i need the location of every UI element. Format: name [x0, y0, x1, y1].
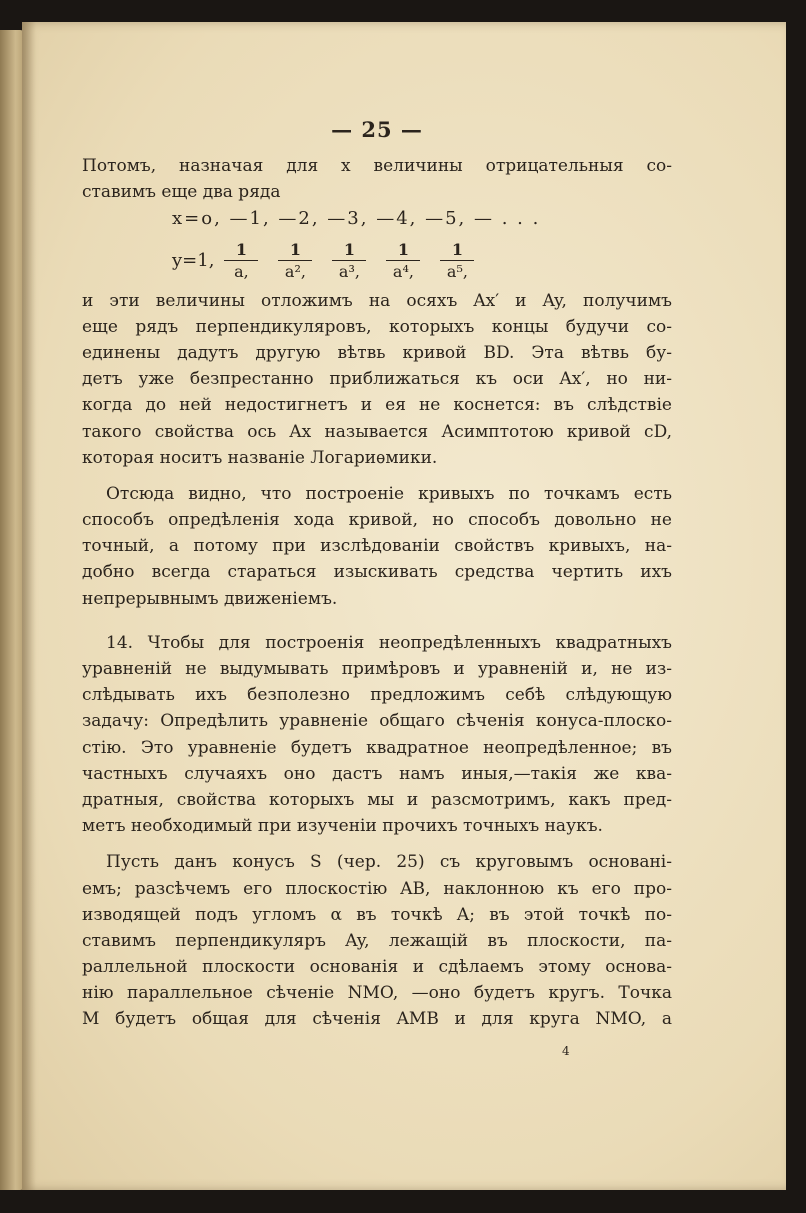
fraction-numerator: 1 — [289, 240, 301, 260]
equation-y-lead: y=1, — [172, 250, 215, 272]
page-number: — 25 — — [331, 117, 423, 142]
text-line: 14. Чтобы для построенія неопредѣленныхъ квадратныхъ — [106, 632, 672, 653]
fraction-denominator: a⁵, — [446, 262, 468, 282]
text-line: ставимъ еще два ряда — [82, 182, 281, 203]
fraction-numerator: 1 — [397, 240, 409, 260]
fraction — [332, 240, 366, 283]
text-line: M будетъ общая для сѣченія AMB и для круга NMO, а — [82, 1009, 672, 1030]
text-line: задачу: Опредѣлить уравненіе общаго сѣченія конуса-плоско- — [82, 711, 672, 732]
text-line: когда до ней недостигнетъ и ея не коснется: въ слѣдствіе — [82, 395, 672, 416]
page-content — [82, 117, 672, 1033]
text-line: и эти величины отложимъ на осяхъ Ax′ и Ay, получимъ — [82, 290, 672, 311]
text-line: Отсюда видно, что построеніе кривыхъ по точкамъ есть — [106, 483, 672, 504]
text-line: ставимъ перпендикуляръ Ay, лежащій въ плоскости, па- — [82, 930, 672, 951]
text-line: единены дадутъ другую вѣтвь кривой BD. Эта вѣтвь бу- — [82, 342, 672, 363]
paragraph — [82, 849, 672, 1032]
text-line: которая носитъ названіе Логариѳмики. — [82, 447, 438, 468]
text-line: еще рядъ перпендикуляровъ, которыхъ концы будучи со- — [82, 316, 672, 337]
paragraph — [82, 288, 672, 471]
fraction — [440, 240, 474, 283]
text-line: стію. Это уравненіе будетъ квадратное неопредѣленное; въ — [82, 737, 672, 758]
fraction-denominator: a², — [284, 262, 306, 282]
paragraph-section-14 — [82, 630, 672, 840]
fraction-numerator: 1 — [451, 240, 463, 260]
fraction-numerator: 1 — [343, 240, 355, 260]
equation-y-values — [172, 236, 672, 288]
signature-mark: 4 — [562, 1044, 570, 1058]
paragraph — [82, 481, 672, 612]
text-line: детъ уже безпрестанно приближаться къ оси Ax′, но ни- — [82, 369, 672, 390]
fraction-denominator: a⁴, — [392, 262, 414, 282]
text-line: уравненій не выдумывать примѣровъ и уравненій и, не из- — [82, 659, 672, 680]
text-line: дратныя, свойства которыхъ мы и разсмотримъ, какъ пред- — [82, 789, 672, 810]
text-line: метъ необходимый при изученіи прочихъ точныхъ наукъ. — [82, 816, 603, 837]
fraction-numerator: 1 — [235, 240, 247, 260]
text-line: изводящей подъ угломъ α въ точкѣ A; въ этой точкѣ по- — [82, 904, 672, 925]
text-line: непрерывнымъ движеніемъ. — [82, 588, 338, 609]
text-line: такого свойства ось Ax называется Асимптотою кривой cD, — [82, 421, 672, 442]
text-line: раллельной плоскости основанія и сдѣлаемъ этому основа- — [82, 957, 672, 978]
text-line: нію параллельное сѣченіе NMO, —оно будетъ кругъ. Точка — [82, 983, 672, 1004]
page-gutter-shadow — [22, 22, 36, 1190]
text-line: частныхъ случаяхъ оно дастъ намъ иныя,—такія же ква- — [82, 763, 672, 784]
text-line: способъ опредѣленія хода кривой, но способъ довольно не — [82, 510, 672, 531]
equation-x-values: x=o, —1, —2, —3, —4, —5, — . . . — [172, 207, 541, 229]
book-page — [22, 22, 786, 1190]
text-line: Пусть данъ конусъ S (чер. 25) съ круговымъ основані- — [106, 852, 672, 873]
text-line: емъ; разсѣчемъ его плоскостію AB, наклонною къ его про- — [82, 878, 672, 899]
text-line: добно всегда стараться изыскивать средства чертить ихъ — [82, 562, 672, 583]
text-line: точный, а потому при изслѣдованіи свойствъ кривыхъ, на- — [82, 536, 672, 557]
text-line: Потомъ, назначая для x величины отрицательныя со- — [82, 156, 672, 177]
fraction-denominator: a, — [234, 262, 249, 282]
text-line: слѣдывать ихъ безполезно предложимъ себѣ слѣдующую — [82, 685, 672, 706]
fraction — [224, 240, 258, 283]
fraction-denominator: a³, — [338, 262, 360, 282]
fraction — [386, 240, 420, 283]
fraction — [278, 240, 312, 283]
